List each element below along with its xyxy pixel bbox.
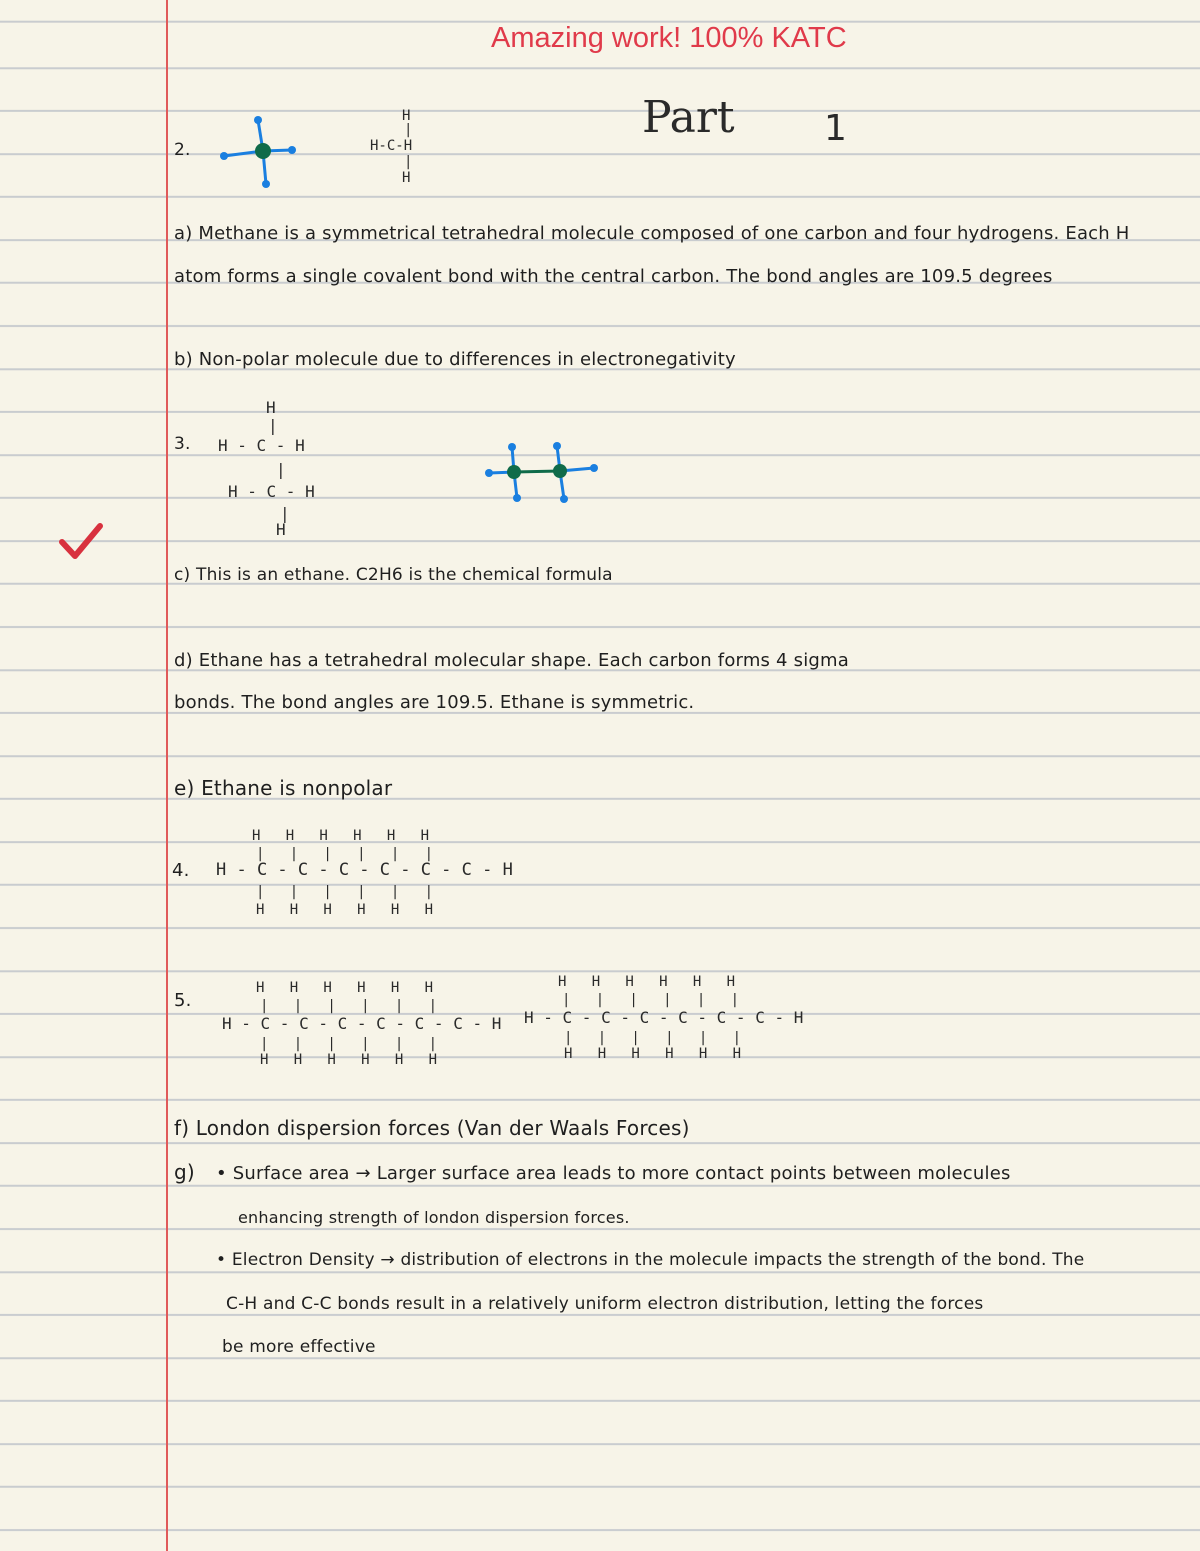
q5-right-top-hydrogens: H H H H H H <box>558 974 736 990</box>
methane-ball-stick-model <box>220 116 300 188</box>
q5-label: 5. <box>174 990 192 1011</box>
q5-left-top-bonds: | | | | | | <box>260 998 438 1014</box>
q5-right-bottom-bonds: | | | | | | <box>564 1030 742 1046</box>
ethane-bond-top: | <box>268 416 278 435</box>
answer-g-bullet2-line2: C-H and C-C bonds result in a relatively uniform electron distribution, letting the forces <box>226 1294 984 1314</box>
answer-a-line1: a) Methane is a symmetrical tetrahedral molecule composed of one carbon and four hydrogens. Each H <box>174 223 1130 244</box>
ethane-bond-middle: | <box>276 460 286 479</box>
methane-bond-bottom: | <box>404 154 413 170</box>
methane-bond-top: | <box>404 122 413 138</box>
q4-label: 4. <box>172 860 190 881</box>
page-title: Part <box>642 92 735 143</box>
q3-label: 3. <box>174 434 191 454</box>
methane-struct-top: H <box>402 108 411 124</box>
q2-label: 2. <box>174 140 191 160</box>
answer-c: c) This is an ethane. C2H6 is the chemical formula <box>174 565 613 585</box>
q4-carbon-chain: H - C - C - C - C - C - C - H <box>216 860 513 880</box>
margin-line <box>166 0 168 1551</box>
q4-top-hydrogens: H H H H H H <box>252 828 430 844</box>
answer-g-bullet1-line2: enhancing strength of london dispersion forces. <box>238 1208 630 1227</box>
ethane-bond-bottom: | <box>280 504 290 523</box>
grade-note: Amazing work! 100% KATC <box>491 22 847 54</box>
q5-left-carbon-chain: H - C - C - C - C - C - C - H <box>222 1014 502 1033</box>
answer-g-bullet1-line1: • Surface area → Larger surface area leads to more contact points between molecules <box>216 1163 1011 1184</box>
q4-bottom-hydrogens: H H H H H H <box>256 902 434 918</box>
ethane-struct-row2: H - C - H <box>228 482 315 501</box>
ethane-struct-row1: H - C - H <box>218 436 305 455</box>
answer-g-label: g) <box>174 1160 195 1184</box>
answer-g-bullet2-line3: be more effective <box>222 1337 376 1357</box>
q4-bottom-bonds: | | | | | | <box>256 884 434 900</box>
q5-right-bottom-hydrogens: H H H H H H <box>564 1046 742 1062</box>
answer-b: b) Non-polar molecule due to differences in electronegativity <box>174 349 736 370</box>
answer-f: f) London dispersion forces (Van der Waals Forces) <box>174 1116 690 1140</box>
ethane-struct-bottom: H <box>276 520 286 539</box>
q4-top-bonds: | | | | | | <box>256 846 434 862</box>
answer-g-bullet2-line1: • Electron Density → distribution of electrons in the molecule impacts the strength of the bond. The <box>216 1250 1085 1270</box>
answer-e: e) Ethane is nonpolar <box>174 776 393 800</box>
ethane-ball-stick-model <box>484 440 604 506</box>
q5-right-top-bonds: | | | | | | <box>562 992 740 1008</box>
q5-left-bottom-hydrogens: H H H H H H <box>260 1052 438 1068</box>
page-title-number: 1 <box>824 108 847 149</box>
q5-right-carbon-chain: H - C - C - C - C - C - C - H <box>524 1008 804 1027</box>
answer-d-line1: d) Ethane has a tetrahedral molecular shape. Each carbon forms 4 sigma <box>174 650 849 671</box>
q5-left-top-hydrogens: H H H H H H <box>256 980 434 996</box>
answer-a-line2: atom forms a single covalent bond with the central carbon. The bond angles are 109.5 degrees <box>174 266 1053 287</box>
ethane-struct-top: H <box>266 398 276 417</box>
q5-left-bottom-bonds: | | | | | | <box>260 1036 438 1052</box>
answer-d-line2: bonds. The bond angles are 109.5. Ethane is symmetric. <box>174 692 695 713</box>
methane-struct-middle: H-C-H <box>370 138 413 154</box>
methane-struct-bottom: H <box>402 170 411 186</box>
checkmark-icon <box>58 518 104 564</box>
